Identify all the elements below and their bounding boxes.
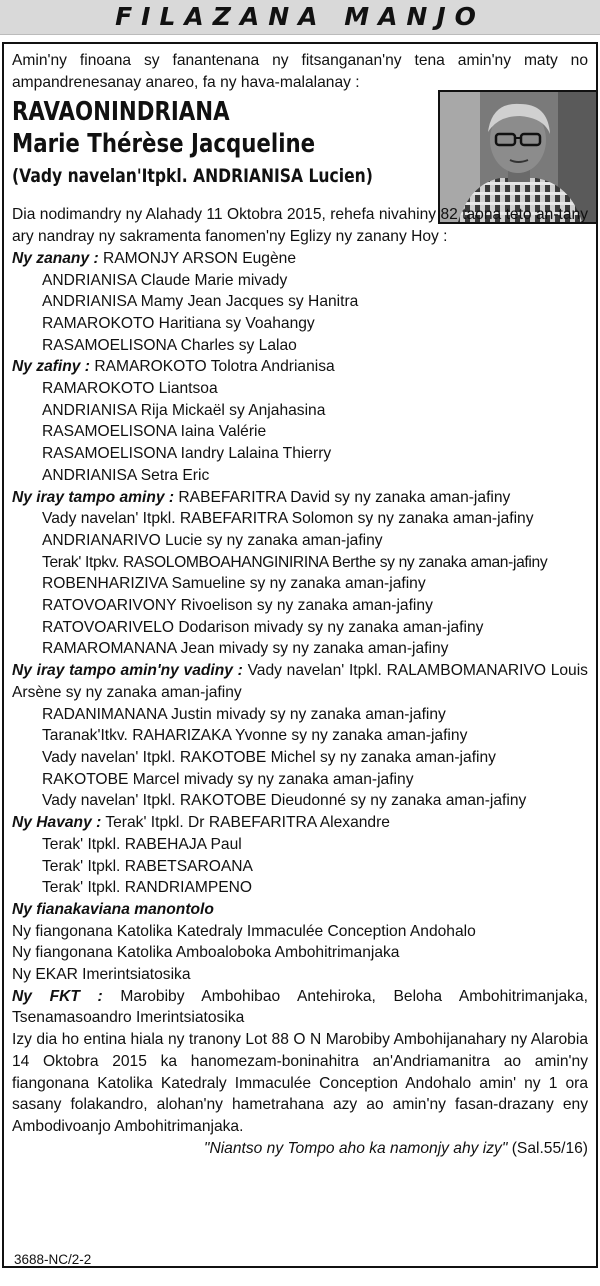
deceased-spouse-note: (Vady navelan'Itpkl. ANDRIANISA Lucien) [12, 165, 373, 188]
group-first-member: RAMAROKOTO Tolotra Andrianisa [94, 358, 335, 376]
community-member: Ny EKAR Imerintsiatosika [12, 966, 191, 984]
reference-code: 3688-NC/2-2 [14, 1252, 92, 1267]
notice-box [2, 42, 598, 1268]
family-member: RASAMOELISONA Charles sy Lalao [42, 336, 297, 354]
verse-quote: "Niantso ny Tompo aho ka namonjy ahy izy" [203, 1139, 508, 1157]
group-label: Ny zafiny : [12, 358, 90, 376]
group-label: Ny zanany : [12, 249, 99, 267]
family-group-heading [12, 660, 588, 703]
family-group-heading [12, 356, 588, 378]
group-label: Ny Havany : [12, 814, 102, 832]
family-member: ANDRIANISA Rija Mickaël sy Anjahasina [42, 401, 326, 419]
family-member: Vady navelan' Itpkl. RAKOTOBE Dieudonné sy ny zanaka aman-jafiny [42, 792, 527, 810]
group-first-member: Terak' Itpkl. Dr RABEFARITRA Alexandre [105, 814, 390, 832]
bible-verse [12, 1138, 588, 1160]
family-member: ANDRIANISA Mamy Jean Jacques sy Hanitra [42, 293, 359, 311]
family-group-heading [12, 812, 588, 834]
family-member: ANDRIANISA Setra Eric [42, 466, 210, 484]
family-member: ROBENHARIZIVA Samueline sy ny zanaka aman-jafiny [42, 575, 426, 593]
family-member: Terak' Itpkl. RABETSAROANA [42, 857, 253, 875]
family-member: Taranak'Itkv. RAHARIZAKA Yvonne sy ny zanaka aman-jafiny [42, 727, 468, 745]
death-notice: Dia nodimandry ny Alahady 11 Oktobra 2015, rehefa nivahiny 82 taona teto an-tany ary nandray ny sakramenta fanomen'ny Eglizy ny zanany Hoy : [12, 206, 588, 246]
community-member: Ny fiangonana Katolika Amboaloboka Ambohitrimanjaka [12, 944, 400, 962]
family-member: Vady navelan' Itpkl. RABEFARITRA Solomon sy ny zanaka aman-jafiny [42, 510, 534, 528]
family-member: RASAMOELISONA Iandry Lalaina Thierry [42, 445, 332, 463]
notice-content [12, 50, 588, 1159]
family-member: ANDRIANARIVO Lucie sy ny zanaka aman-jafiny [42, 531, 383, 549]
intro-text: Amin'ny finoana sy fanantenana ny fitsanganan'ny tena amin'ny maty no ampandrenesanay anareo, fa ny hava-malalanay : [12, 52, 588, 91]
family-member: RAMAROKOTO Haritiana sy Voahangy [42, 314, 315, 332]
page-title: FILAZANA MANJO [115, 2, 485, 31]
community-member: Ny fiangonana Katolika Katedraly Immaculée Conception Andohalo [12, 922, 476, 940]
funeral-details: Izy dia ho entina hiala ny tranony Lot 88 O N Marobiby Ambohijanahary ny Alarobia 14 Oktobra 2015 ka hanomezam-boninahitra an'Andriamanitra ao amin'ny fiangonana Katolika Katedraly Immaculée Conception Andohalo amin' ny 1 ora sasany folakandro, alohan'ny hametrahana azy ao amin'ny fasan-drazany eny Ambodivoanjo Ambohitrimanjaka. [12, 1031, 588, 1135]
family-member: Terak' Itpkl. RABEHAJA Paul [42, 835, 242, 853]
family-member: Vady navelan' Itpkl. RAKOTOBE Michel sy ny zanaka aman-jafiny [42, 748, 496, 766]
family-member: RAMAROKOTO Liantsoa [42, 380, 218, 398]
family-member: Terak' Itpkv. RASOLOMBOAHANGINIRINA Berthe sy ny zanaka aman-jafiny [42, 553, 548, 571]
family-member: RASAMOELISONA Iaina Valérie [42, 423, 267, 441]
group-label: Ny iray tampo amin'ny vadiny : [12, 662, 243, 680]
family-member: RADANIMANANA Justin mivady sy ny zanaka aman-jafiny [42, 705, 446, 723]
fkt-text: Marobiby Ambohibao Antehiroka, Beloha Ambohitrimanjaka, Tsenamasoandro Imerintsiatosika [12, 987, 588, 1027]
verse-reference: (Sal.55/16) [511, 1139, 588, 1157]
group-first-member: RABEFARITRA David sy ny zanaka aman-jafiny [178, 488, 511, 506]
fkt-label: Ny FKT : [12, 987, 103, 1005]
group-first-member: RAMONJY ARSON Eugène [103, 249, 296, 267]
family-group-heading [12, 487, 588, 509]
group-first-member: Vady navelan' Itpkl. RALAMBOMANARIVO Louis Arsène sy ny zanaka aman-jafiny [12, 662, 588, 701]
family-member: RATOVOARIVELO Dodarison mivady sy ny zanaka aman-jafiny [42, 618, 484, 636]
group-label: Ny iray tampo aminy : [12, 488, 175, 506]
family-member: Terak' Itpkl. RANDRIAMPENO [42, 879, 253, 897]
deceased-surname: RAVAONINDRIANA [12, 97, 230, 128]
family-group-heading: Ny fianakaviana manontolo [12, 900, 214, 918]
page-header [0, 0, 600, 35]
family-member: RAKOTOBE Marcel mivady sy ny zanaka aman-jafiny [42, 770, 414, 788]
family-member: RATOVOARIVONY Rivoelison sy ny zanaka aman-jafiny [42, 597, 433, 615]
fkt-paragraph [12, 986, 588, 1029]
deceased-given-names: Marie Thérèse Jacqueline [12, 129, 316, 160]
family-member: RAMAROMANANA Jean mivady sy ny zanaka aman-jafiny [42, 640, 449, 658]
family-group-heading [12, 248, 588, 270]
family-member: ANDRIANISA Claude Marie mivady [42, 271, 288, 289]
